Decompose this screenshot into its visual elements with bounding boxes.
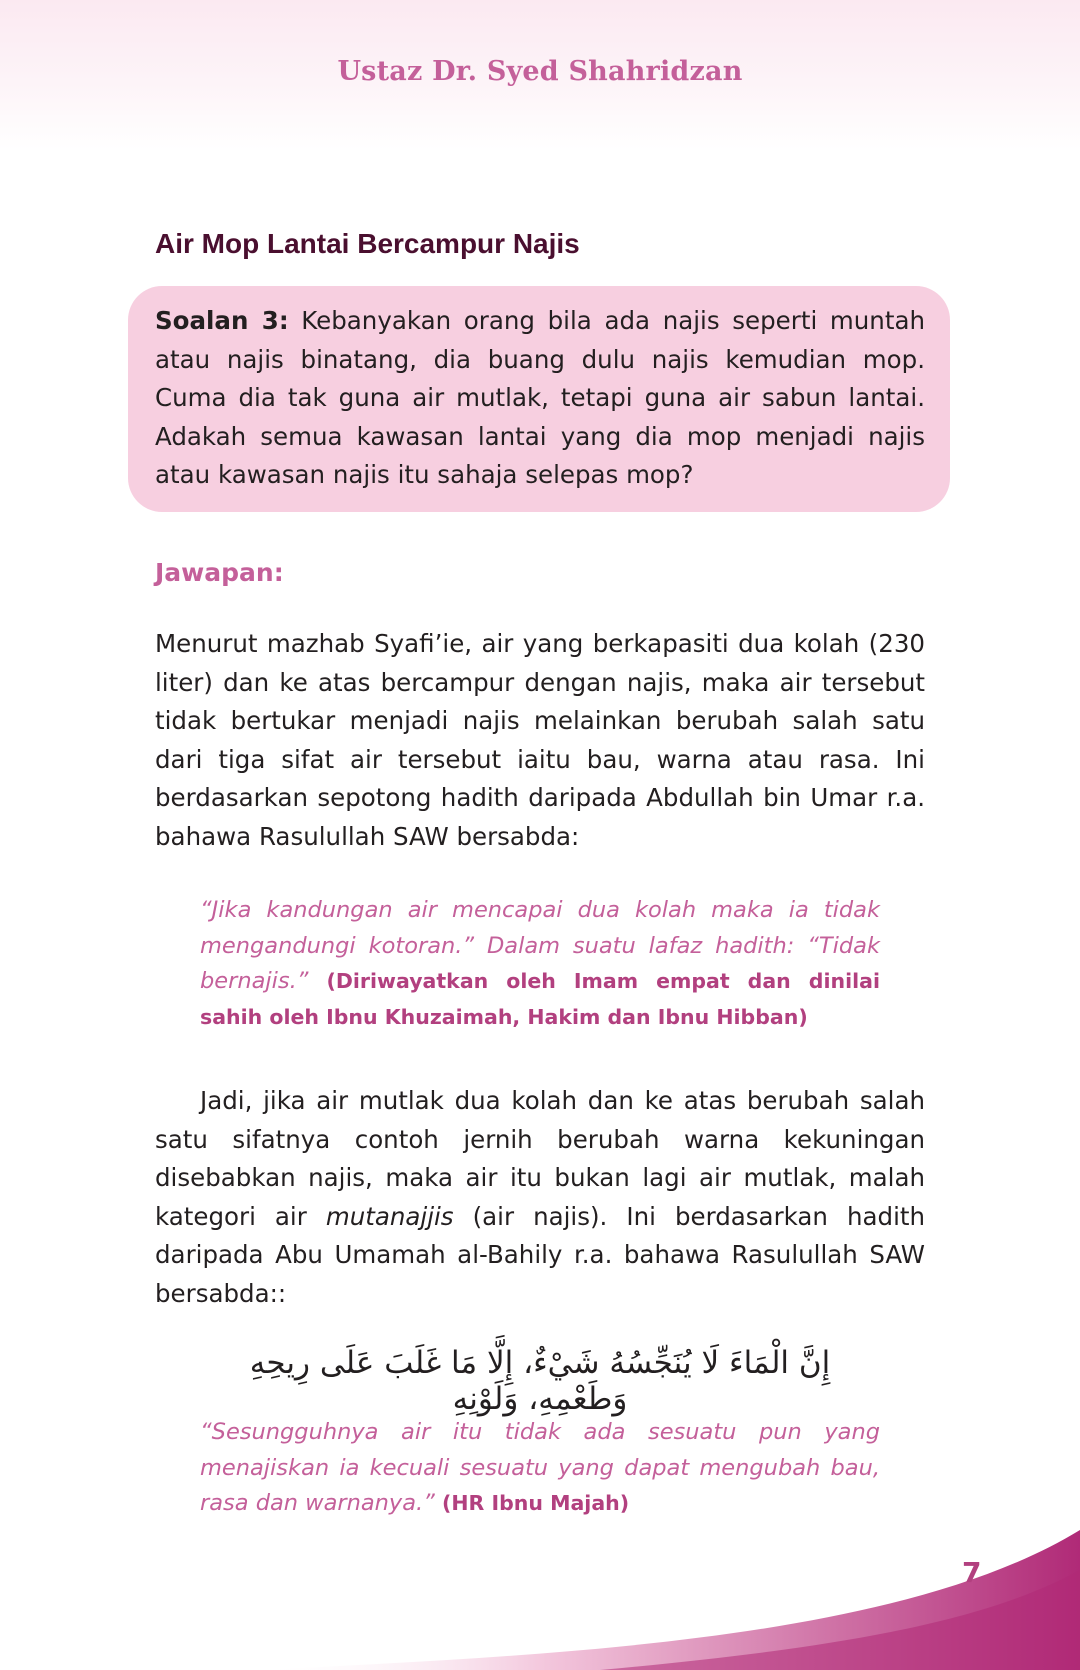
page-number: 7: [962, 1556, 982, 1589]
arabic-hadith-text: إِنَّ الْمَاءَ لَا يُنَجِّسُهُ شَيْءٌ، إِلَّا مَا غَلَبَ عَلَى رِيحِهِ وَطَعْمِهِ، وَلَوْنِهِ: [249, 1345, 831, 1417]
question-label: Soalan 3:: [155, 306, 289, 335]
hadith-quote-2-text: “Sesungguhnya air itu tidak ada sesuatu pun yang menajiskan ia kecuali sesuatu yang dapat mengubah bau, rasa dan warnanya.”: [200, 1419, 880, 1516]
answer-paragraph-2: [155, 1082, 925, 1313]
answer-paragraph-2-part-b: (air najis). Ini berdasarkan hadith daripada Abu Umamah al-Bahily r.a. bahawa Rasulullah SAW bersabda::: [155, 1201, 926, 1308]
hadith-quote-1: [200, 893, 880, 1035]
question-text: [155, 302, 925, 495]
question-body: Kebanyakan orang bila ada najis seperti muntah atau najis binatang, dia buang dulu najis kemudian mop. Cuma dia tak guna air mutlak, tetapi guna air sabun lantai. Adakah semua kawasan lantai yang dia mop menjadi najis atau kawasan najis itu sahaja selepas mop?: [155, 306, 925, 489]
answer-paragraph-2-part-a: Jadi, jika air mutlak dua kolah dan ke atas berubah salah satu sifatnya contoh jernih berubah warna kekuningan disebabkan najis, maka air itu bukan lagi air mutlak, malah kategori air: [155, 1086, 925, 1231]
hadith-quote-2: [200, 1415, 880, 1522]
answer-heading: Jawapan:: [155, 558, 284, 587]
page-corner-swoosh: [0, 1530, 1080, 1670]
answer-paragraph-2-term: mutanajjis: [325, 1201, 454, 1231]
answer-paragraph-1: Menurut mazhab Syafi’ie, air yang berkapasiti dua kolah (230 liter) dan ke atas bercampur dengan najis, maka air tersebut tidak bertukar menjadi najis melainkan berubah salah satu dari tiga sifat air tersebut iaitu bau, warna atau rasa. Ini berdasarkan sepotong hadith daripada Abdullah bin Umar r.a. bahawa Rasulullah SAW bersabda:: [155, 629, 925, 851]
hadith-quote-1-source: (Diriwayatkan oleh Imam empat dan dinilai sahih oleh Ibnu Khuzaimah, Hakim dan Ibnu Hibban): [200, 969, 880, 1029]
hadith-quote-2-source: (HR Ibnu Majah): [442, 1491, 630, 1515]
hadith-quote-1-text: “Jika kandungan air mencapai dua kolah maka ia tidak mengandungi kotoran.” Dalam suatu lafaz hadith: “Tidak bernajis.”: [200, 897, 880, 994]
section-title: Air Mop Lantai Bercampur Najis: [155, 228, 580, 259]
running-header-author: Ustaz Dr. Syed Shahridzan: [337, 56, 743, 87]
